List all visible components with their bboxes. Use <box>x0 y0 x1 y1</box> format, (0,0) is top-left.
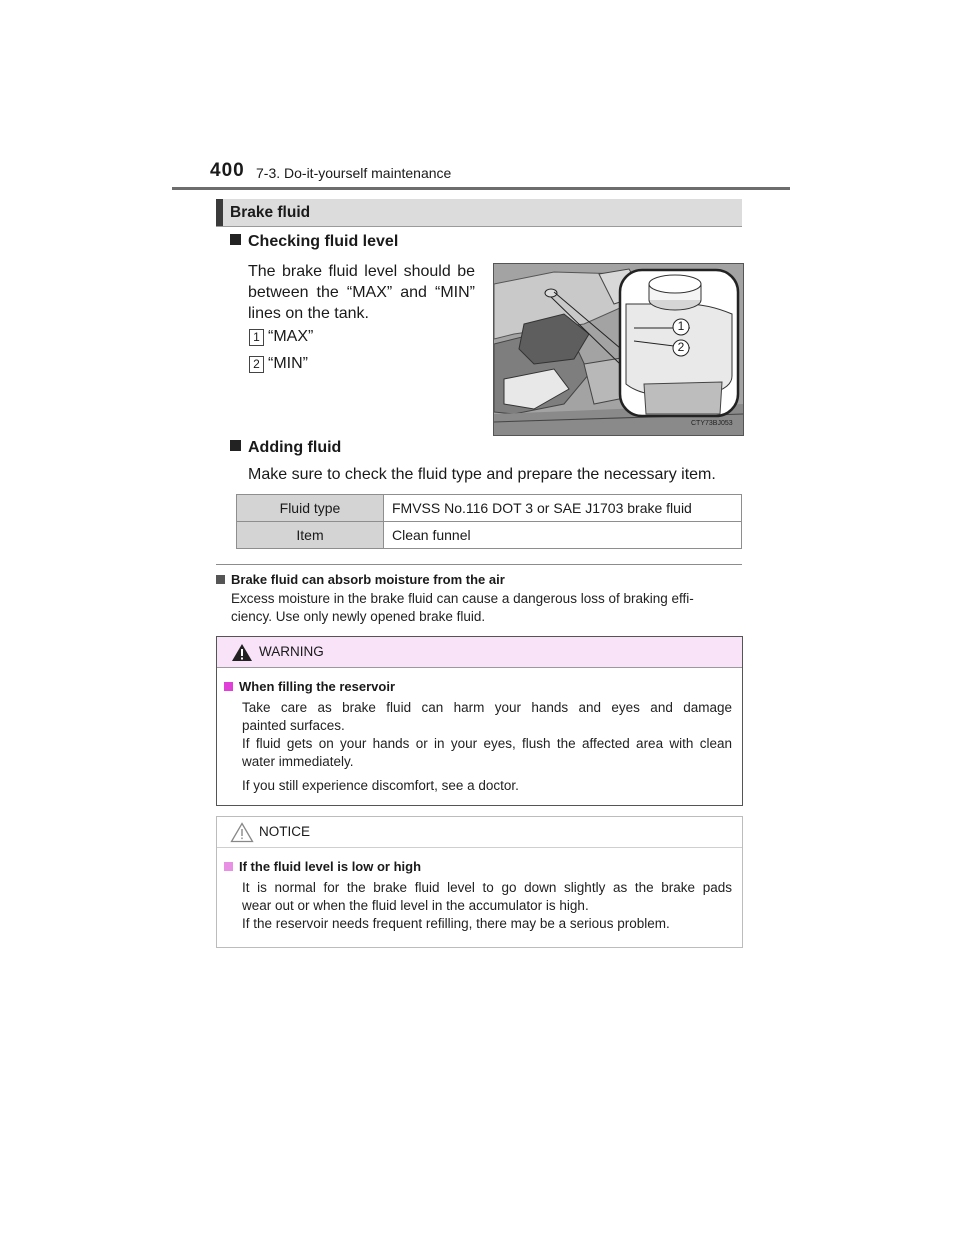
notice-line: It is normal for the brake fluid level to go down slightly as the brake pads <box>242 880 732 895</box>
square-bullet-icon <box>224 862 233 871</box>
notice-heading <box>224 859 421 874</box>
section-marker <box>216 199 223 226</box>
item-label-min: “MIN” <box>268 355 308 372</box>
notice-label: NOTICE <box>259 824 311 839</box>
checking-heading-text: Checking fluid level <box>248 233 399 250</box>
notice-heading-text: If the fluid level is low or high <box>239 859 422 874</box>
checking-line: The brake fluid level should be <box>248 263 475 280</box>
engine-bay-figure <box>493 263 744 436</box>
note-line: ciency. Use only newly opened brake fluid. <box>231 609 486 624</box>
divider <box>216 564 742 565</box>
square-bullet-icon <box>224 682 233 691</box>
warning-line: If you still experience discomfort, see a doctor. <box>242 778 519 793</box>
moisture-note-body <box>231 590 741 626</box>
notice-line: If the reservoir needs frequent refilling, there may be a serious problem. <box>242 916 670 931</box>
engine-bay-illustration <box>494 264 743 435</box>
item-label-max: “MAX” <box>268 328 314 345</box>
notice-triangle-icon <box>230 822 254 843</box>
square-bullet-icon <box>230 440 241 451</box>
notice-body <box>242 879 732 933</box>
page-number: 400 <box>210 160 245 181</box>
table-header-cell: Item <box>237 522 384 549</box>
checking-line: between the “MAX” and “MIN” <box>248 284 475 301</box>
notice-band <box>217 817 742 848</box>
adding-heading <box>230 439 341 457</box>
adding-heading-text: Adding fluid <box>248 439 342 456</box>
fluid-spec-table <box>236 494 742 549</box>
warning-band <box>217 637 742 668</box>
callout-badge-1: 1 <box>249 329 264 346</box>
table-row <box>237 495 742 522</box>
checking-line: lines on the tank. <box>248 305 369 322</box>
warning-line: Take care as brake fluid can harm your hands and eyes and damage <box>242 700 732 715</box>
warning-box <box>216 636 743 806</box>
callout-badge-2: 2 <box>249 356 264 373</box>
figure-callout-2: 2 <box>677 340 685 354</box>
table-value-cell: Clean funnel <box>384 522 742 549</box>
table-value-cell: FMVSS No.116 DOT 3 or SAE J1703 brake fluid <box>384 495 742 522</box>
section-heading-bar <box>216 199 742 227</box>
square-bullet-icon <box>230 234 241 245</box>
table-header-cell: Fluid type <box>237 495 384 522</box>
warning-line: painted surfaces. <box>242 718 345 733</box>
moisture-note-heading-text: Brake fluid can absorb moisture from the air <box>231 572 505 587</box>
warning-body <box>242 699 732 795</box>
warning-triangle-icon <box>231 643 253 662</box>
note-line: Excess moisture in the brake fluid can cause a dangerous loss of braking effi- <box>231 591 694 606</box>
warning-heading-text: When filling the reservoir <box>239 679 396 694</box>
table-row <box>237 522 742 549</box>
warning-line: water immediately. <box>242 754 354 769</box>
checking-body <box>248 261 475 324</box>
section-title: Brake fluid <box>230 204 311 221</box>
warning-heading <box>224 679 395 694</box>
moisture-note-heading <box>216 572 505 587</box>
figure-callout-1: 1 <box>677 319 685 333</box>
warning-line: If fluid gets on your hands or in your eyes, flush the affected area with clean <box>242 736 732 751</box>
chapter-title: 7-3. Do-it-yourself maintenance <box>256 165 452 181</box>
square-bullet-icon <box>216 575 225 584</box>
checking-heading <box>230 233 398 251</box>
warning-label: WARNING <box>259 644 324 659</box>
adding-body: Make sure to check the fluid type and prepare the necessary item. <box>248 466 716 483</box>
header-rule <box>172 187 790 190</box>
figure-code: CTY73BJ053 <box>691 420 733 427</box>
notice-box <box>216 816 743 948</box>
notice-line: wear out or when the fluid level in the accumulator is high. <box>242 898 589 913</box>
